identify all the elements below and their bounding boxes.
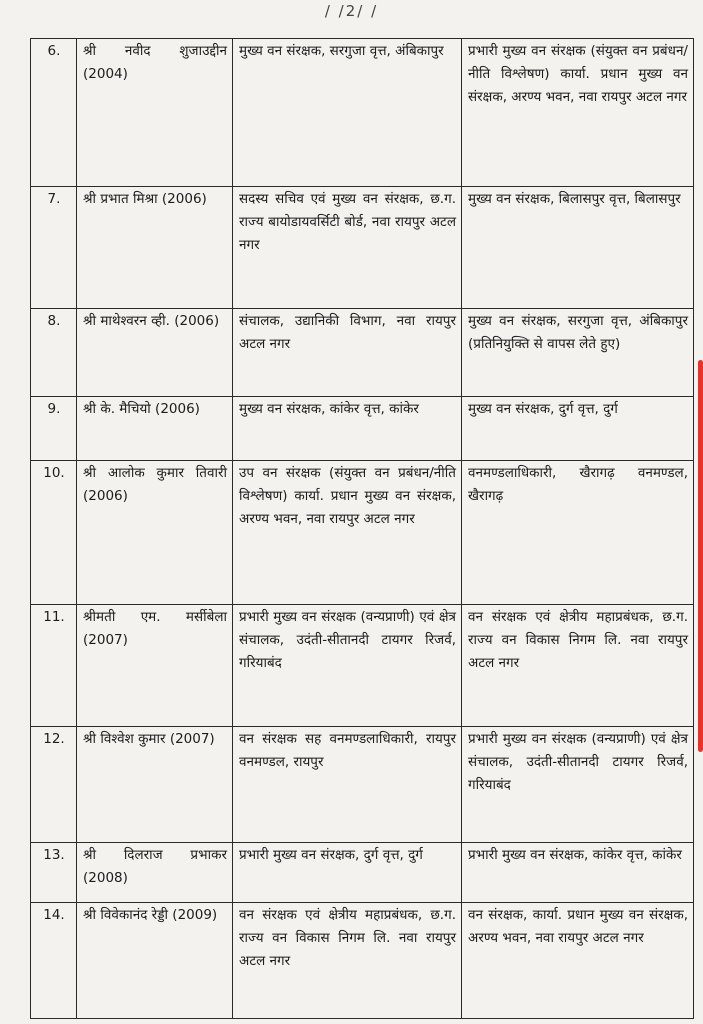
table-row bbox=[31, 461, 694, 605]
table-row bbox=[31, 903, 694, 1019]
page-number: / /2/ / bbox=[324, 2, 379, 20]
current-posting: सदस्य सचिव एवं मुख्य वन संरक्षक, छ.ग. राज्य बायोडायवर्सिटी बोर्ड, नवा रायपुर अटल नगर bbox=[233, 187, 462, 309]
current-posting: उप वन संरक्षक (संयुक्त वन प्रबंधन/नीति विश्लेषण) कार्या. प्रधान मुख्य वन संरक्षक, अरण्य भवन, नवा रायपुर अटल नगर bbox=[233, 461, 462, 605]
current-posting: वन संरक्षक सह वनमण्डलाधिकारी, रायपुर वनमण्डल, रायपुर bbox=[233, 727, 462, 843]
new-posting: वन संरक्षक, कार्या. प्रधान मुख्य वन संरक्षक, अरण्य भवन, नवा रायपुर अटल नगर bbox=[462, 903, 694, 1019]
new-posting: प्रभारी मुख्य वन संरक्षक (वन्यप्राणी) एवं क्षेत्र संचालक, उदंती-सीतानदी टायगर रिजर्व, गरियाबंद bbox=[462, 727, 694, 843]
new-posting: मुख्य वन संरक्षक, बिलासपुर वृत्त, बिलासपुर bbox=[462, 187, 694, 309]
new-posting: मुख्य वन संरक्षक, सरगुजा वृत्त, अंबिकापुर (प्रतिनियुक्ति से वापस लेते हुए) bbox=[462, 309, 694, 397]
table-row bbox=[31, 727, 694, 843]
serial-number: 13. bbox=[31, 843, 77, 903]
current-posting: संचालक, उद्यानिकी विभाग, नवा रायपुर अटल नगर bbox=[233, 309, 462, 397]
new-posting: वनमण्डलाधिकारी, खैरागढ़ वनमण्डल, खैरागढ़ bbox=[462, 461, 694, 605]
officer-name: श्री दिलराज प्रभाकर (2008) bbox=[77, 843, 233, 903]
serial-number: 10. bbox=[31, 461, 77, 605]
new-posting: मुख्य वन संरक्षक, दुर्ग वृत्त, दुर्ग bbox=[462, 397, 694, 461]
new-posting: वन संरक्षक एवं क्षेत्रीय महाप्रबंधक, छ.ग. राज्य वन विकास निगम लि. नवा रायपुर अटल नगर bbox=[462, 605, 694, 727]
new-posting: प्रभारी मुख्य वन संरक्षक (संयुक्त वन प्रबंधन/नीति विश्लेषण) कार्या. प्रधान मुख्य वन संरक्षक, अरण्य भवन, नवा रायपुर अटल नगर bbox=[462, 39, 694, 187]
officer-name: श्रीमती एम. मर्सीबेला (2007) bbox=[77, 605, 233, 727]
table-row bbox=[31, 843, 694, 903]
current-posting: मुख्य वन संरक्षक, कांकेर वृत्त, कांकेर bbox=[233, 397, 462, 461]
table-row bbox=[31, 309, 694, 397]
table-row bbox=[31, 187, 694, 309]
table-row bbox=[31, 39, 694, 187]
new-posting: प्रभारी मुख्य वन संरक्षक, कांकेर वृत्त, कांकेर bbox=[462, 843, 694, 903]
officer-name: श्री नवीद शुजाउद्दीन (2004) bbox=[77, 39, 233, 187]
officer-name: श्री विवेकानंद रेड्डी (2009) bbox=[77, 903, 233, 1019]
serial-number: 9. bbox=[31, 397, 77, 461]
current-posting: प्रभारी मुख्य वन संरक्षक, दुर्ग वृत्त, दुर्ग bbox=[233, 843, 462, 903]
current-posting: प्रभारी मुख्य वन संरक्षक (वन्यप्राणी) एवं क्षेत्र संचालक, उदंती-सीतानदी टायगर रिजर्व, गरियाबंद bbox=[233, 605, 462, 727]
current-posting: मुख्य वन संरक्षक, सरगुजा वृत्त, अंबिकापुर bbox=[233, 39, 462, 187]
table-row bbox=[31, 605, 694, 727]
serial-number: 6. bbox=[31, 39, 77, 187]
current-posting: वन संरक्षक एवं क्षेत्रीय महाप्रबंधक, छ.ग. राज्य वन विकास निगम लि. नवा रायपुर अटल नगर bbox=[233, 903, 462, 1019]
serial-number: 11. bbox=[31, 605, 77, 727]
scroll-indicator[interactable] bbox=[698, 360, 703, 752]
officer-name: श्री माथेश्वरन व्ही. (2006) bbox=[77, 309, 233, 397]
serial-number: 8. bbox=[31, 309, 77, 397]
officer-name: श्री आलोक कुमार तिवारी (2006) bbox=[77, 461, 233, 605]
transfer-order-table bbox=[30, 38, 694, 1019]
officer-name: श्री विश्वेश कुमार (2007) bbox=[77, 727, 233, 843]
serial-number: 7. bbox=[31, 187, 77, 309]
serial-number: 12. bbox=[31, 727, 77, 843]
table-row bbox=[31, 397, 694, 461]
officer-name: श्री के. मैचियो (2006) bbox=[77, 397, 233, 461]
serial-number: 14. bbox=[31, 903, 77, 1019]
officer-name: श्री प्रभात मिश्रा (2006) bbox=[77, 187, 233, 309]
